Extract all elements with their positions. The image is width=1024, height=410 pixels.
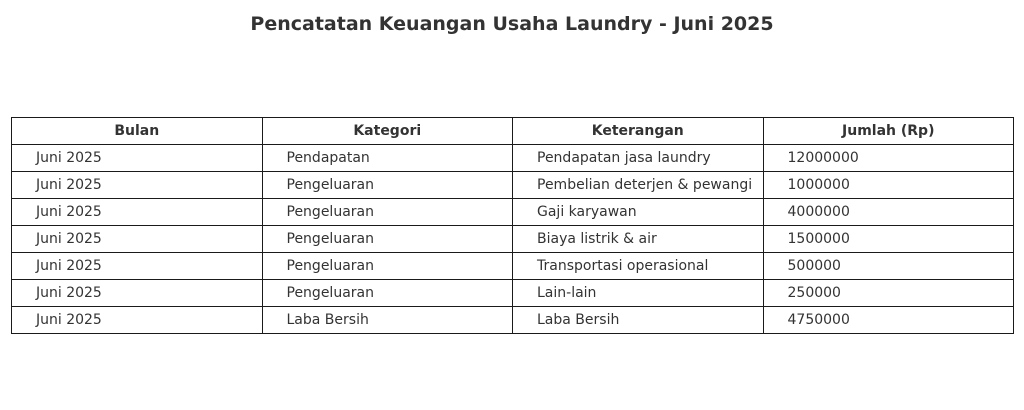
cell-bulan: Juni 2025: [12, 145, 263, 172]
cell-jumlah: 500000: [763, 253, 1014, 280]
column-header-jumlah: Jumlah (Rp): [763, 118, 1014, 145]
cell-bulan: Juni 2025: [12, 280, 263, 307]
cell-keterangan: Laba Bersih: [513, 307, 764, 334]
cell-keterangan: Lain-lain: [513, 280, 764, 307]
cell-kategori: Laba Bersih: [262, 307, 513, 334]
cell-keterangan: Gaji karyawan: [513, 199, 764, 226]
finance-table: [11, 117, 1014, 334]
cell-jumlah: 1500000: [763, 226, 1014, 253]
table-row: [12, 145, 1014, 172]
column-header-bulan: Bulan: [12, 118, 263, 145]
cell-bulan: Juni 2025: [12, 199, 263, 226]
cell-jumlah: 1000000: [763, 172, 1014, 199]
cell-jumlah: 4750000: [763, 307, 1014, 334]
cell-jumlah: 12000000: [763, 145, 1014, 172]
page-title: Pencatatan Keuangan Usaha Laundry - Juni 2025: [250, 13, 774, 35]
cell-keterangan: Biaya listrik & air: [513, 226, 764, 253]
cell-jumlah: 4000000: [763, 199, 1014, 226]
table-row: [12, 226, 1014, 253]
column-header-keterangan: Keterangan: [513, 118, 764, 145]
table-row: [12, 172, 1014, 199]
cell-kategori: Pengeluaran: [262, 253, 513, 280]
cell-kategori: Pengeluaran: [262, 280, 513, 307]
table-row: [12, 253, 1014, 280]
cell-bulan: Juni 2025: [12, 253, 263, 280]
table-row: [12, 280, 1014, 307]
cell-keterangan: Pembelian deterjen & pewangi: [513, 172, 764, 199]
cell-bulan: Juni 2025: [12, 226, 263, 253]
cell-bulan: Juni 2025: [12, 307, 263, 334]
cell-bulan: Juni 2025: [12, 172, 263, 199]
cell-kategori: Pendapatan: [262, 145, 513, 172]
table-row: [12, 307, 1014, 334]
table-row: [12, 199, 1014, 226]
column-header-kategori: Kategori: [262, 118, 513, 145]
cell-keterangan: Transportasi operasional: [513, 253, 764, 280]
cell-jumlah: 250000: [763, 280, 1014, 307]
cell-kategori: Pengeluaran: [262, 226, 513, 253]
table-header-row: [12, 118, 1014, 145]
cell-kategori: Pengeluaran: [262, 172, 513, 199]
cell-kategori: Pengeluaran: [262, 199, 513, 226]
cell-keterangan: Pendapatan jasa laundry: [513, 145, 764, 172]
